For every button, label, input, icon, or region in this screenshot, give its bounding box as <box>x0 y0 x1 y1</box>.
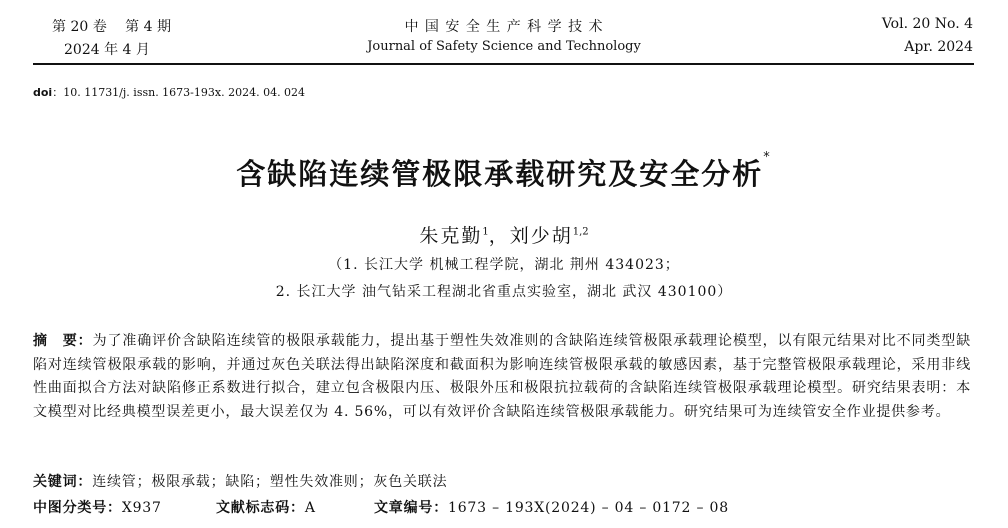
author-separator: ， <box>488 225 510 247</box>
header-journal-cn: 中 国 安 全 生 产 科 学 技 术 <box>404 19 604 35</box>
affiliation-line: 2. 长江大学 油气钻采工程湖北省重点实验室，湖北 武汉 430100） <box>275 284 733 300</box>
title-footnote-mark: * <box>763 150 772 165</box>
header-rule <box>33 63 974 65</box>
abstract-label: 摘 要： <box>33 333 93 349</box>
doi-line <box>33 84 305 100</box>
keywords-text: 连续管；极限承载；缺陷；塑性失效准则；灰色关联法 <box>92 474 448 490</box>
article-number-value: 1673 – 193X(2024) – 04 – 0172 – 08 <box>448 500 729 516</box>
article-number <box>374 497 729 517</box>
keywords <box>33 471 447 491</box>
author-affiliation-mark: 1 <box>482 226 489 238</box>
header-volume-issue: 第 20 卷 第 4 期 <box>52 19 171 35</box>
keywords-label: 关键词： <box>33 474 93 490</box>
author-name: 刘少胡 <box>509 225 573 247</box>
paper-title <box>0 152 1008 193</box>
document-code-label: 文献标志码： <box>216 500 305 516</box>
doi-value: ：10. 11731/j. issn. 1673-193x. 2024. 04. 024 <box>52 86 306 99</box>
header-date-en: Apr. 2024 <box>904 39 973 55</box>
clc-value: X937 <box>121 500 162 516</box>
author-affiliation-mark: 1,2 <box>572 226 589 238</box>
abstract <box>33 330 971 424</box>
header-volume-en: Vol. 20 No. 4 <box>881 16 973 32</box>
header-journal-en: Journal of Safety Science and Technology <box>367 39 641 54</box>
author-name: 朱克勤 <box>419 225 483 247</box>
document-code <box>216 497 316 517</box>
abstract-text: 为了准确评价含缺陷连续管的极限承载能力，提出基于塑性失效准则的含缺陷连续管极限承载理论模型，以有限元结果对比不同类型缺陷对连续管极限承载的影响，并通过灰色关联法得出缺陷深度和截面积为影响连续管极限承载的敏感因素，基于完整管极限承载理论，采用非线性曲面拟合方法对缺陷修正系数进行拟合，建立包含极限内压、极限外压和极限抗拉载荷的含缺陷连续管极限承载理论模型。研究结果表明：本文模型对比经典模型误差更小，最大误差仅为 4. 56%，可以有效评价含缺陷连续管极限承载能力。研究结果可为连续管安全作业提供参考。 <box>33 333 971 420</box>
paper-title-text: 含缺陷连续管极限承载研究及安全分析 <box>236 157 764 191</box>
article-number-label: 文章编号： <box>374 500 448 516</box>
author-list <box>0 221 1008 248</box>
affiliation-line: （1. 长江大学 机械工程学院，湖北 荆州 434023； <box>328 257 680 273</box>
document-code-value: A <box>304 500 316 516</box>
header-date-cn: 2024 年 4 月 <box>64 42 150 58</box>
doi-label: doi <box>33 86 53 99</box>
clc-label: 中图分类号： <box>33 500 122 516</box>
clc-number <box>33 497 162 517</box>
